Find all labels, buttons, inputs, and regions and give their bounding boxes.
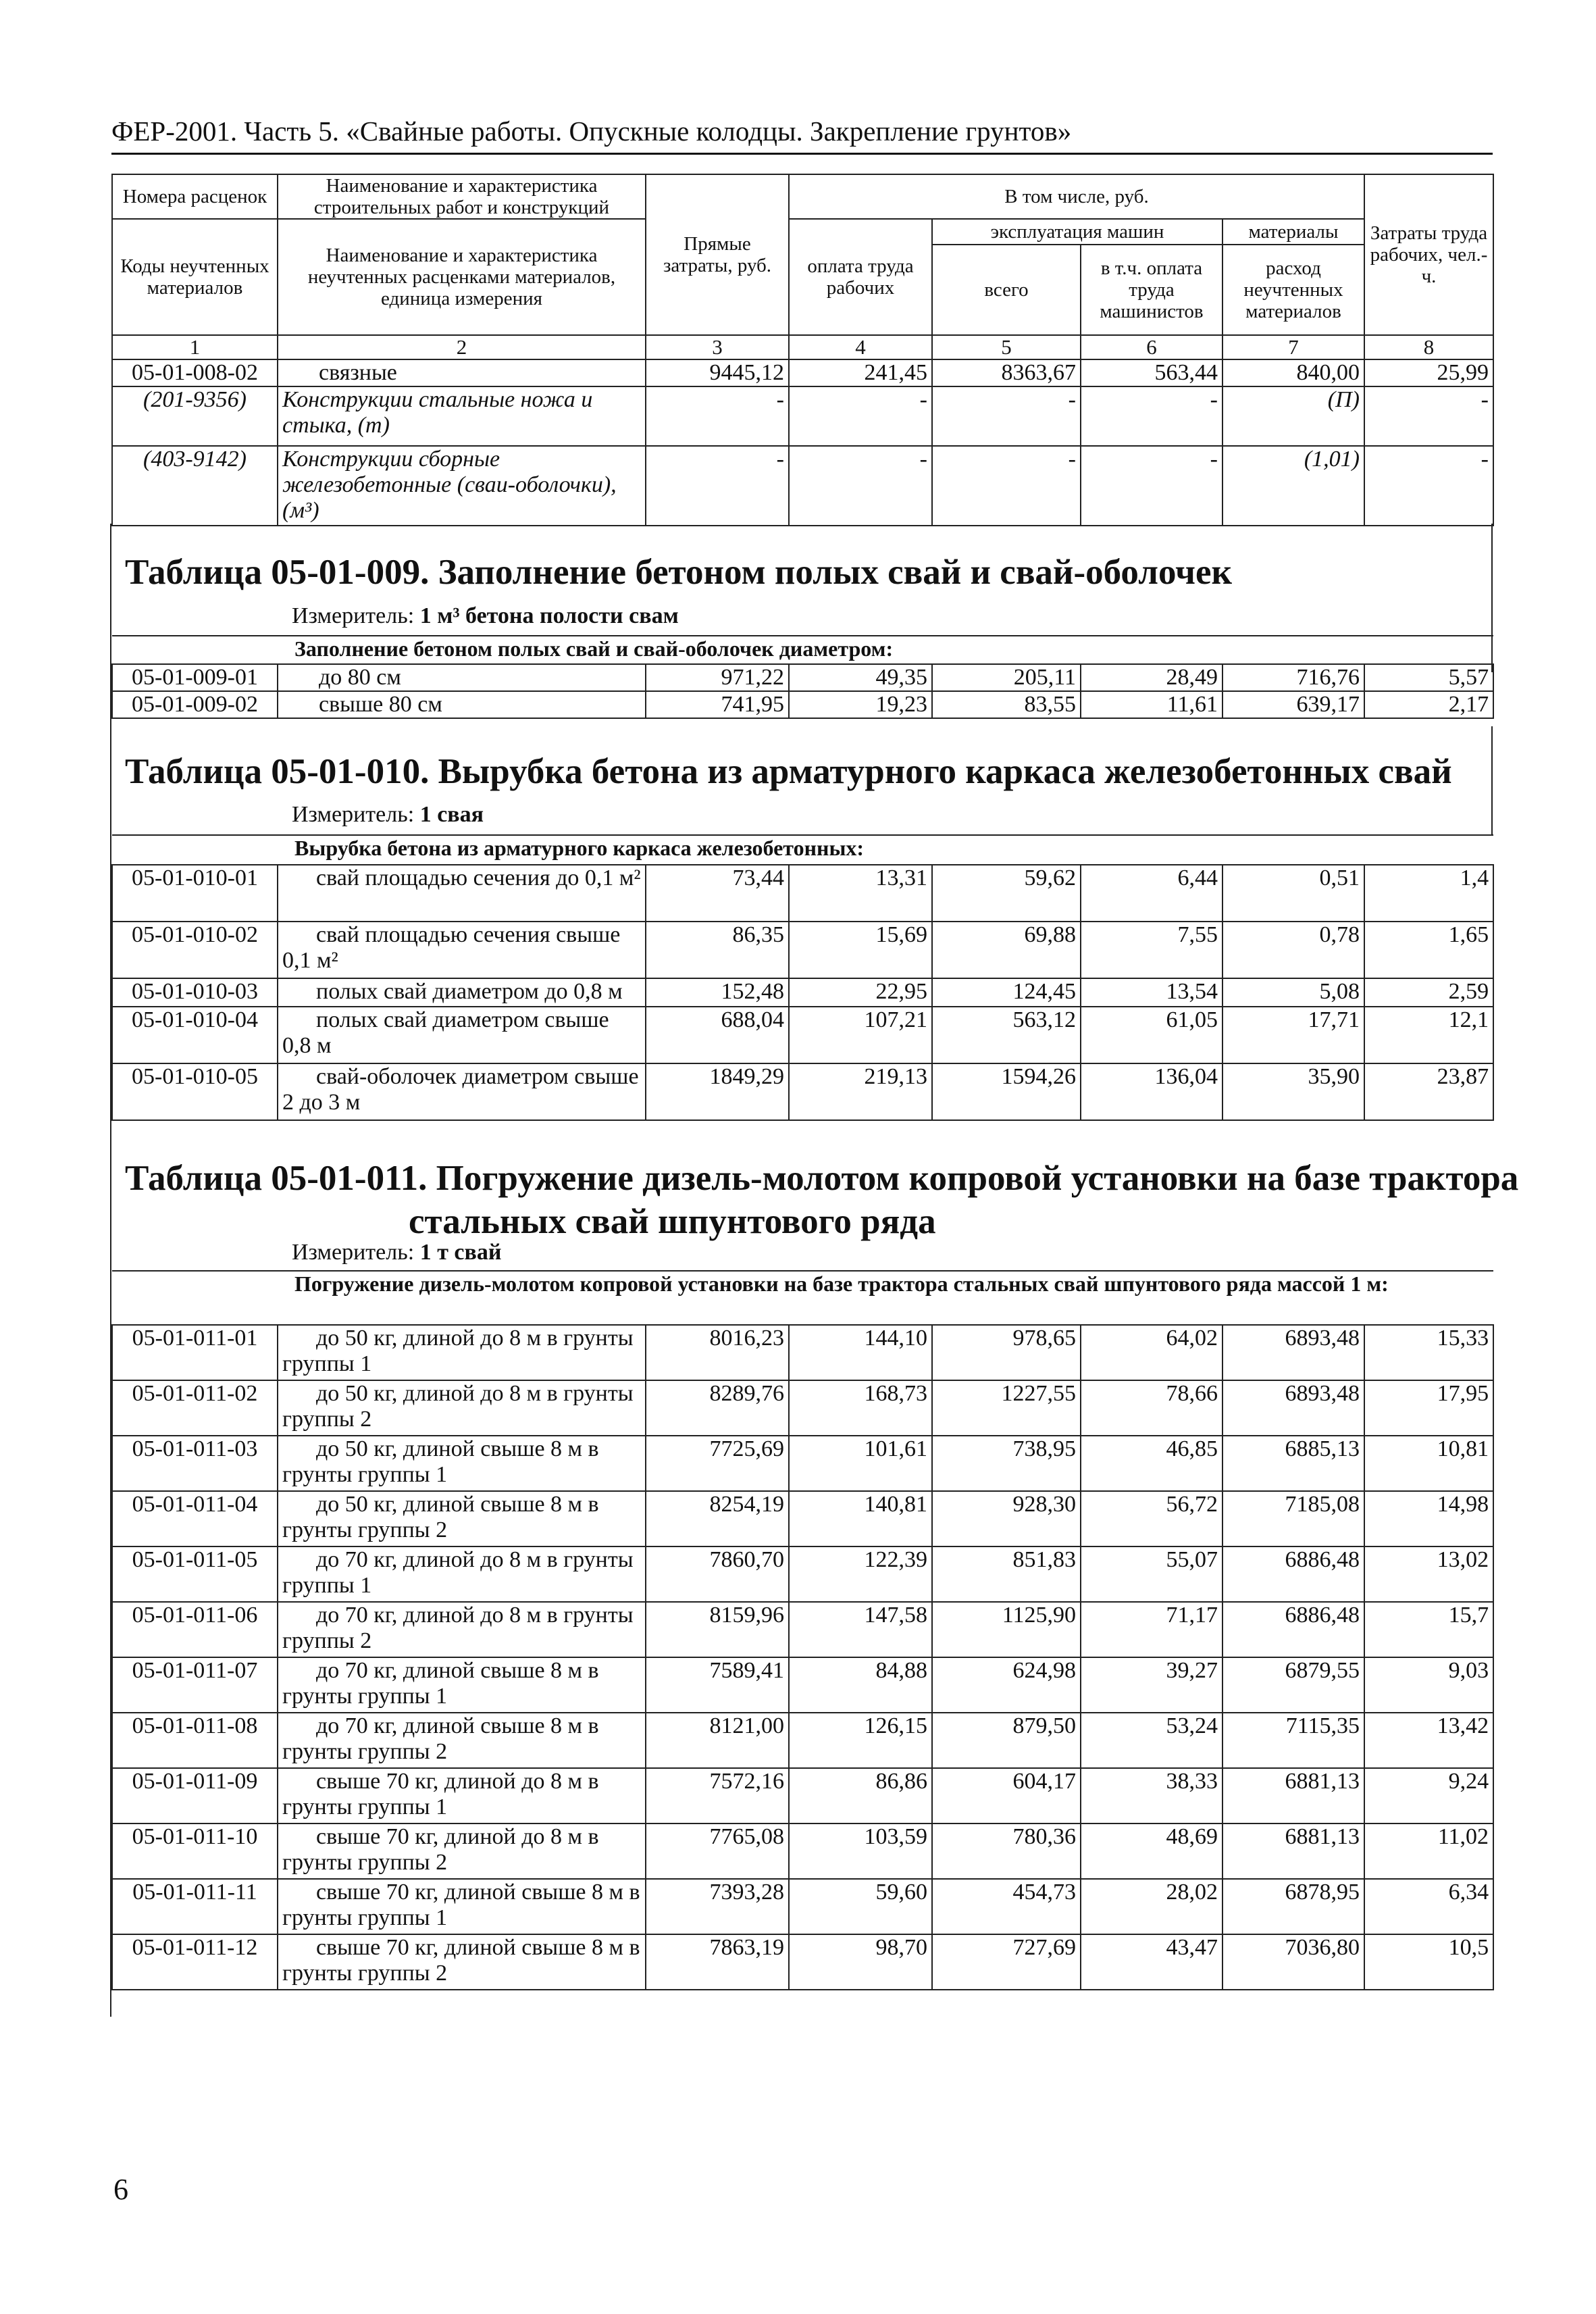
row-name: до 70 кг, длиной до 8 м в грунты группы 2: [278, 1602, 646, 1657]
row-wages: 98,70: [789, 1934, 932, 1990]
row-wages: 19,23: [789, 691, 932, 718]
table-row: [112, 1879, 1493, 1934]
row-code: 05-01-009-02: [112, 691, 278, 718]
col-number: 4: [789, 335, 932, 359]
row-wages: 103,59: [789, 1823, 932, 1879]
row-operators: 55,07: [1081, 1546, 1222, 1602]
table-row: [112, 865, 1493, 922]
row-operators: 43,47: [1081, 1934, 1222, 1990]
table-row: [112, 1546, 1493, 1602]
col-number: 7: [1222, 335, 1364, 359]
row-materials: 7185,08: [1222, 1491, 1364, 1546]
row-labor: 10,5: [1364, 1934, 1493, 1990]
table-row: [112, 1934, 1493, 1990]
row-name: полых свай диаметром до 0,8 м: [278, 978, 646, 1007]
row-machines: 8363,67: [932, 359, 1081, 386]
row-operators: 28,49: [1081, 664, 1222, 691]
col-number: 2: [278, 335, 646, 359]
row-labor: 5,57: [1364, 664, 1493, 691]
row-wages: 219,13: [789, 1063, 932, 1120]
row-name: до 70 кг, длиной свыше 8 м в грунты группы 2: [278, 1713, 646, 1768]
row-wages: 126,15: [789, 1713, 932, 1768]
row-operators: 48,69: [1081, 1823, 1222, 1879]
row-machines: -: [932, 446, 1081, 526]
row-wages: 140,81: [789, 1491, 932, 1546]
row-code: 05-01-011-11: [112, 1879, 278, 1934]
row-code: 05-01-010-04: [112, 1007, 278, 1063]
meter-value: 1 т свай: [419, 1240, 502, 1265]
table-row: [112, 1063, 1493, 1120]
row-code: (201-9356): [112, 386, 278, 446]
row-materials: 6881,13: [1222, 1823, 1364, 1879]
meter-value: 1 свая: [419, 802, 484, 827]
row-materials: 840,00: [1222, 359, 1364, 386]
row-materials: 716,76: [1222, 664, 1364, 691]
row-direct: 86,35: [646, 922, 789, 978]
row-direct: -: [646, 446, 789, 526]
table-010-group: Вырубка бетона из арматурного каркаса железобетонных:: [112, 835, 1493, 865]
row-code: 05-01-010-02: [112, 922, 278, 978]
row-labor: 10,81: [1364, 1436, 1493, 1491]
row-labor: 2,17: [1364, 691, 1493, 718]
row-name: свыше 80 см: [278, 691, 646, 718]
row-wages: 49,35: [789, 664, 932, 691]
table-row: [112, 1007, 1493, 1063]
row-code: 05-01-011-05: [112, 1546, 278, 1602]
row-labor: 9,03: [1364, 1657, 1493, 1713]
row-name: до 50 кг, длиной до 8 м в грунты группы 1: [278, 1325, 646, 1380]
row-machines: 124,45: [932, 978, 1081, 1007]
row-operators: 71,17: [1081, 1602, 1222, 1657]
row-materials: 5,08: [1222, 978, 1364, 1007]
row-direct: 9445,12: [646, 359, 789, 386]
row-labor: 2,59: [1364, 978, 1493, 1007]
table-011-title-line2: стальных свай шпунтового ряда: [409, 1202, 936, 1241]
col-header-total: всего: [932, 245, 1081, 335]
col-header-labor: Затраты труда рабочих, чел.-ч.: [1364, 174, 1493, 335]
col-header-materials: материалы: [1222, 219, 1364, 245]
row-direct: 7725,69: [646, 1436, 789, 1491]
row-operators: 11,61: [1081, 691, 1222, 718]
table-010-meter: [292, 802, 484, 828]
table-row: [112, 1491, 1493, 1546]
row-wages: -: [789, 386, 932, 446]
row-direct: 8121,00: [646, 1713, 789, 1768]
row-wages: 86,86: [789, 1768, 932, 1823]
page-header: ФЕР-2001. Часть 5. «Свайные работы. Опускные колодцы. Закрепление грунтов»: [111, 115, 1493, 155]
col-header-consumption: расход неучтенных материалов: [1222, 245, 1364, 335]
row-name: до 50 кг, длиной свыше 8 м в грунты группы 1: [278, 1436, 646, 1491]
row-code: 05-01-009-01: [112, 664, 278, 691]
row-wages: 144,10: [789, 1325, 932, 1380]
table-009-group: Заполнение бетоном полых свай и свай-оболочек диаметром:: [112, 636, 1493, 664]
row-labor: 6,34: [1364, 1879, 1493, 1934]
row-direct: 688,04: [646, 1007, 789, 1063]
row-machines: -: [932, 386, 1081, 446]
row-name: полых свай диаметром свыше 0,8 м: [278, 1007, 646, 1063]
row-materials: (П): [1222, 386, 1364, 446]
row-direct: 7863,19: [646, 1934, 789, 1990]
row-operators: 78,66: [1081, 1380, 1222, 1436]
col-number: 1: [112, 335, 278, 359]
col-header-direct: Прямые затраты, руб.: [646, 174, 789, 335]
row-wages: 107,21: [789, 1007, 932, 1063]
row-name: свай площадью сечения до 0,1 м²: [278, 865, 646, 922]
row-name: свай площадью сечения свыше 0,1 м²: [278, 922, 646, 978]
col-header-name-top: Наименование и характеристика строительных работ и конструкций: [278, 174, 646, 219]
header-table: [111, 174, 1494, 526]
row-materials: 7115,35: [1222, 1713, 1364, 1768]
row-machines: 851,83: [932, 1546, 1081, 1602]
row-labor: 25,99: [1364, 359, 1493, 386]
row-name: свыше 70 кг, длиной до 8 м в грунты группы 1: [278, 1768, 646, 1823]
row-machines: 69,88: [932, 922, 1081, 978]
row-operators: 38,33: [1081, 1768, 1222, 1823]
row-wages: 122,39: [789, 1546, 932, 1602]
row-code: 05-01-011-04: [112, 1491, 278, 1546]
row-direct: 1849,29: [646, 1063, 789, 1120]
row-materials: 7036,80: [1222, 1934, 1364, 1990]
row-code: 05-01-011-08: [112, 1713, 278, 1768]
row-direct: 971,22: [646, 664, 789, 691]
table-011-group: Погружение дизель-молотом копровой установки на базе трактора стальных свай шпунтового ряда массой 1 м:: [112, 1271, 1493, 1325]
row-operators: 64,02: [1081, 1325, 1222, 1380]
row-materials: 17,71: [1222, 1007, 1364, 1063]
col-number: 5: [932, 335, 1081, 359]
row-code: 05-01-008-02: [112, 359, 278, 386]
row-wages: 59,60: [789, 1879, 932, 1934]
row-name: до 70 кг, длиной до 8 м в грунты группы 1: [278, 1546, 646, 1602]
row-wages: 84,88: [789, 1657, 932, 1713]
row-materials: 6886,48: [1222, 1546, 1364, 1602]
table-row: [112, 446, 1493, 526]
row-operators: 7,55: [1081, 922, 1222, 978]
row-wages: 241,45: [789, 359, 932, 386]
page-number: 6: [113, 2173, 128, 2206]
row-operators: 6,44: [1081, 865, 1222, 922]
table-row: [112, 664, 1493, 691]
row-name: до 80 см: [278, 664, 646, 691]
col-header-wages: оплата труда рабочих: [789, 219, 932, 335]
row-materials: 0,78: [1222, 922, 1364, 978]
row-materials: 6879,55: [1222, 1657, 1364, 1713]
row-name: Конструкции стальные ножа и стыка, (т): [278, 386, 646, 446]
table-row: [112, 386, 1493, 446]
row-machines: 83,55: [932, 691, 1081, 718]
table-009-meter: [292, 603, 679, 629]
row-machines: 928,30: [932, 1491, 1081, 1546]
row-operators: -: [1081, 386, 1222, 446]
row-labor: 13,02: [1364, 1546, 1493, 1602]
row-machines: 879,50: [932, 1713, 1081, 1768]
table-row: [112, 978, 1493, 1007]
row-materials: 6881,13: [1222, 1768, 1364, 1823]
row-name: до 50 кг, длиной свыше 8 м в грунты группы 2: [278, 1491, 646, 1546]
row-code: 05-01-011-02: [112, 1380, 278, 1436]
row-code: 05-01-010-01: [112, 865, 278, 922]
row-wages: -: [789, 446, 932, 526]
row-labor: 15,7: [1364, 1602, 1493, 1657]
table-011: [111, 1270, 1494, 1990]
row-direct: 7589,41: [646, 1657, 789, 1713]
row-machines: 563,12: [932, 1007, 1081, 1063]
row-direct: 8254,19: [646, 1491, 789, 1546]
row-labor: -: [1364, 386, 1493, 446]
row-machines: 738,95: [932, 1436, 1081, 1491]
row-materials: 6893,48: [1222, 1380, 1364, 1436]
row-operators: 136,04: [1081, 1063, 1222, 1120]
table-009-title: Таблица 05-01-009. Заполнение бетоном полых свай и свай-оболочек: [125, 553, 1233, 592]
row-machines: 205,11: [932, 664, 1081, 691]
table-row: [112, 359, 1493, 386]
table-row: [112, 1657, 1493, 1713]
table-row: [112, 1713, 1493, 1768]
row-direct: 8159,96: [646, 1602, 789, 1657]
row-code: 05-01-011-03: [112, 1436, 278, 1491]
row-code: 05-01-010-05: [112, 1063, 278, 1120]
col-number: 8: [1364, 335, 1493, 359]
row-materials: 6886,48: [1222, 1602, 1364, 1657]
row-materials: 6885,13: [1222, 1436, 1364, 1491]
col-number: 3: [646, 335, 789, 359]
table-row: [112, 1325, 1493, 1380]
row-materials: 6893,48: [1222, 1325, 1364, 1380]
row-labor: 13,42: [1364, 1713, 1493, 1768]
meter-label: Измеритель:: [292, 802, 415, 827]
row-direct: 7572,16: [646, 1768, 789, 1823]
row-operators: 46,85: [1081, 1436, 1222, 1491]
row-machines: 1125,90: [932, 1602, 1081, 1657]
col-header-machines: эксплуатация машин: [932, 219, 1222, 245]
table-011-title: [125, 1157, 1518, 1243]
row-code: 05-01-011-01: [112, 1325, 278, 1380]
table-011-title-line1: Таблица 05-01-011. Погружение дизель-молотом копровой установки на базе трактора: [125, 1159, 1519, 1198]
col-header-incl: В том числе, руб.: [789, 174, 1364, 219]
row-labor: 23,87: [1364, 1063, 1493, 1120]
row-labor: 1,4: [1364, 865, 1493, 922]
row-labor: 15,33: [1364, 1325, 1493, 1380]
table-009: [111, 635, 1494, 719]
row-machines: 727,69: [932, 1934, 1081, 1990]
row-machines: 780,36: [932, 1823, 1081, 1879]
row-labor: 11,02: [1364, 1823, 1493, 1879]
col-header-code-bottom: Коды неучтенных материалов: [112, 219, 278, 335]
row-machines: 454,73: [932, 1879, 1081, 1934]
table-row: [112, 922, 1493, 978]
table-011-meter: [292, 1240, 501, 1265]
col-header-operators: в т.ч. оплата труда машинистов: [1081, 245, 1222, 335]
row-direct: 8289,76: [646, 1380, 789, 1436]
row-wages: 22,95: [789, 978, 932, 1007]
row-operators: 13,54: [1081, 978, 1222, 1007]
row-operators: 563,44: [1081, 359, 1222, 386]
row-name: свыше 70 кг, длиной до 8 м в грунты группы 2: [278, 1823, 646, 1879]
row-machines: 624,98: [932, 1657, 1081, 1713]
row-wages: 15,69: [789, 922, 932, 978]
row-machines: 1227,55: [932, 1380, 1081, 1436]
row-materials: 639,17: [1222, 691, 1364, 718]
row-direct: 741,95: [646, 691, 789, 718]
row-direct: 7860,70: [646, 1546, 789, 1602]
row-wages: 168,73: [789, 1380, 932, 1436]
row-operators: 56,72: [1081, 1491, 1222, 1546]
table-row: [112, 1380, 1493, 1436]
row-labor: 1,65: [1364, 922, 1493, 978]
row-code: 05-01-011-12: [112, 1934, 278, 1990]
row-operators: 28,02: [1081, 1879, 1222, 1934]
row-operators: 39,27: [1081, 1657, 1222, 1713]
row-labor: -: [1364, 446, 1493, 526]
row-code: 05-01-011-10: [112, 1823, 278, 1879]
row-direct: 7393,28: [646, 1879, 789, 1934]
row-labor: 9,24: [1364, 1768, 1493, 1823]
table-row: [112, 1602, 1493, 1657]
row-operators: -: [1081, 446, 1222, 526]
row-code: 05-01-011-07: [112, 1657, 278, 1713]
row-name: свай-оболочек диаметром свыше 2 до 3 м: [278, 1063, 646, 1120]
row-labor: 12,1: [1364, 1007, 1493, 1063]
table-row: [112, 1436, 1493, 1491]
row-name: свыше 70 кг, длиной свыше 8 м в грунты группы 2: [278, 1934, 646, 1990]
row-machines: 1594,26: [932, 1063, 1081, 1120]
row-direct: -: [646, 386, 789, 446]
frame-line-right: [1491, 726, 1493, 834]
row-materials: 6878,95: [1222, 1879, 1364, 1934]
row-name: Конструкции сборные железобетонные (сваи-оболочки), (м³): [278, 446, 646, 526]
row-materials: 0,51: [1222, 865, 1364, 922]
row-operators: 53,24: [1081, 1713, 1222, 1768]
col-header-name-bottom: Наименование и характеристика неучтенных расценками материалов, единица измерения: [278, 219, 646, 335]
row-materials: (1,01): [1222, 446, 1364, 526]
table-row: [112, 691, 1493, 718]
table-010-title: Таблица 05-01-010. Вырубка бетона из арматурного каркаса железобетонных свай: [125, 752, 1452, 791]
col-header-code-top: Номера расценок: [112, 174, 278, 219]
row-machines: 59,62: [932, 865, 1081, 922]
row-wages: 147,58: [789, 1602, 932, 1657]
row-labor: 17,95: [1364, 1380, 1493, 1436]
meter-label: Измеритель:: [292, 603, 415, 628]
row-name: до 70 кг, длиной свыше 8 м в грунты группы 1: [278, 1657, 646, 1713]
row-name: связные: [278, 359, 646, 386]
row-name: до 50 кг, длиной до 8 м в грунты группы 2: [278, 1380, 646, 1436]
meter-value: 1 м³ бетона полости свам: [419, 603, 679, 628]
table-010: [111, 834, 1494, 1121]
row-direct: 152,48: [646, 978, 789, 1007]
row-machines: 604,17: [932, 1768, 1081, 1823]
row-code: (403-9142): [112, 446, 278, 526]
row-direct: 73,44: [646, 865, 789, 922]
row-direct: 7765,08: [646, 1823, 789, 1879]
row-wages: 13,31: [789, 865, 932, 922]
row-code: 05-01-010-03: [112, 978, 278, 1007]
row-direct: 8016,23: [646, 1325, 789, 1380]
row-operators: 61,05: [1081, 1007, 1222, 1063]
row-code: 05-01-011-09: [112, 1768, 278, 1823]
row-wages: 101,61: [789, 1436, 932, 1491]
meter-label: Измеритель:: [292, 1240, 415, 1265]
row-code: 05-01-011-06: [112, 1602, 278, 1657]
col-number: 6: [1081, 335, 1222, 359]
table-row: [112, 1823, 1493, 1879]
row-name: свыше 70 кг, длиной свыше 8 м в грунты группы 1: [278, 1879, 646, 1934]
row-materials: 35,90: [1222, 1063, 1364, 1120]
row-machines: 978,65: [932, 1325, 1081, 1380]
table-row: [112, 1768, 1493, 1823]
row-labor: 14,98: [1364, 1491, 1493, 1546]
